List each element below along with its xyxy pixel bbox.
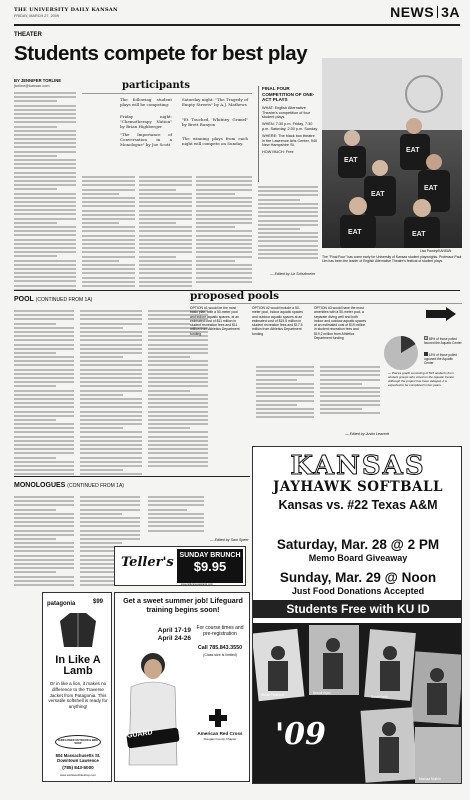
svg-text:EAT: EAT [412, 231, 426, 238]
year-logo: '09 [275, 717, 326, 752]
monologues-col-1 [14, 496, 74, 588]
summer-phone[interactable]: Call 785.843.3550 [197, 645, 243, 651]
players-collage [253, 623, 462, 784]
byline-email: jtorline@kansan.com [14, 84, 50, 88]
red-cross-sub: Douglas County Chapter [203, 737, 237, 741]
lamb-text: Or in like a lion, it makes no difference to the Traverse Jacket from Patagonia. This versatile softshell is ready for anything! [48, 681, 108, 710]
header-rule [14, 24, 460, 26]
pool-col-5 [320, 366, 380, 416]
pool-editor: — Edited by Justin Leavertt [345, 432, 389, 436]
participants-box [82, 80, 252, 174]
theater-col-5 [258, 186, 318, 261]
sunflower-logo [55, 735, 101, 749]
participant-entry-6: The winning plays from each night will compete on Sunday. [182, 136, 248, 146]
brunch-title: SUNDAY BRUNCH [179, 552, 241, 559]
participants-title: participants [122, 80, 191, 91]
theater-editor: — Edited by Liz Schultmeier [270, 272, 316, 276]
theater-kicker: THEATER [14, 32, 42, 38]
theater-col-1 [14, 92, 76, 293]
lifeguard-photo [121, 647, 185, 767]
byline: BY JENNIFER TORLINE [14, 78, 62, 83]
saturday-promo: Memo Board Giveaway [308, 553, 408, 563]
svg-text:EAT: EAT [344, 157, 358, 164]
participant-entry-4: Saturday night: "The Tragedy of Empty Streets" by A.J. Mathews [182, 97, 248, 107]
photo-credit: Lisa Poovey/KANSAN [420, 249, 452, 253]
masthead: THE UNIVERSITY DAILY KANSAN [14, 7, 118, 13]
red-cross-name: American Red Cross [197, 731, 243, 736]
pool-continued: (CONTINUED FROM 1A) [35, 297, 93, 303]
matchup: Kansas vs. #22 Texas A&M [278, 498, 438, 512]
final-info-what: WHAT: English Alternative Theatre's competition of four student plays [262, 105, 310, 120]
sunday-brunch-ad[interactable] [114, 546, 246, 586]
sunday-promo: Just Food Donations Accepted [291, 586, 425, 596]
photo-caption: The "Final Four" has come early for University of Kansas student playwrights. Professor Paul Lim has been the leader of English Alternative Theatre's festival of student plays. [322, 255, 462, 264]
pool-option-1: OPTION #1 would be the most basic plan, with a 50-meter pool and indoor aquatic spaces, at an estimated cost of $11 million in student recreation fees and $11 million from Athletics Department funding [190, 306, 240, 336]
svg-text:EAT: EAT [406, 147, 420, 154]
final-info-cost: HOW MUCH: Free [262, 150, 294, 155]
brunch-url[interactable]: www.tellersrestaurante.com [181, 583, 213, 586]
patagonia-ad[interactable] [42, 592, 112, 782]
softball-ad[interactable] [252, 446, 462, 784]
sunflower-phone[interactable]: (785) 843-5000 [62, 765, 94, 770]
player-name-4: Marissa Murkin [419, 777, 441, 781]
pool-option-3: OPTION #3 would have the most amenities with a 50-meter pool, a separate diving well and both indoor and outdoor aquatic spaces at an estimated cost of $19 million in student recreation fees and $19.2 million from Athletics Department funding [314, 306, 367, 341]
pool-col-4 [256, 366, 314, 420]
patagonia-logo: patagonia [47, 601, 76, 607]
svg-text:EAT: EAT [348, 229, 362, 236]
player-name-2: Brandi Ryan [313, 691, 331, 695]
students-photo [322, 58, 462, 248]
patagonia-price: $99 [93, 599, 104, 605]
lifeguard-ad[interactable] [114, 592, 250, 782]
pool-col-1 [14, 310, 74, 478]
pool-option-2: OPTION #2 would include a 50-meter pool, indoor aquatic spaces and outdoor aquatic spaces at an estimated cost of $19.5 million in student recreation fees and $17.5 million from Athletics Department funding [252, 306, 303, 336]
summer-dates: April 17-19 April 24-26 [157, 627, 191, 642]
pool-title: POOL [14, 296, 34, 303]
pool-col-2 [80, 310, 142, 478]
sunflower-url[interactable]: www.sunflowerbikeshop.com [60, 773, 96, 777]
monologues-editor: — Edited by Sam Speer [210, 538, 249, 542]
pool-header [14, 296, 92, 303]
participant-entry-3: "The Importance of Conversation in a Monologue" by Joe Scott [120, 132, 172, 147]
jayhawk-softball: JAYHAWK SOFTBALL [273, 479, 443, 495]
player-name-3: Sarah Seidl [371, 695, 388, 699]
pie-legend-opposed: 15% of those polled opposed the Aquatic Center [424, 353, 457, 365]
summer-title: Get a sweet summer job! Lifeguard training begins soon! [123, 596, 243, 614]
issue-date: FRIDAY, MARCH 27, 2009 [14, 14, 60, 18]
proposed-pools-title: proposed pools [190, 290, 280, 302]
summer-course: For course times and pre-registration [196, 625, 244, 637]
guard-text: GUARD [126, 729, 154, 740]
sunflower-name: SUNFLOWER OUTDOOR & BIKE SHOP [57, 739, 99, 745]
participant-entry-1: The following student plays will be competing: [120, 97, 172, 107]
kansas-title: KANSAS [290, 451, 426, 481]
page-number: 3A [441, 4, 460, 20]
monologues-header [14, 482, 124, 489]
final-info-when: WHEN: 7:30 p.m. Friday, 7:30 p.m. Saturday, 2:30 p.m. Sunday [262, 122, 318, 131]
students-free: Students Free with KU ID [253, 600, 462, 618]
monologues-continued: (CONTINUED FROM 1A) [67, 483, 124, 489]
participant-entry-2: Friday night: "Chemotherapy Nation" by Brian Highberger [120, 114, 172, 129]
participant-entry-5: "Et Touched, Whitney Grimel" by Brett Runyon [182, 117, 248, 127]
theater-col-4 [196, 176, 252, 285]
brunch-price: $9.95 [193, 559, 227, 574]
theater-headline: Students compete for best play [14, 42, 308, 65]
section-name: NEWS [390, 4, 435, 20]
section-label [390, 4, 460, 20]
section-rule-monologues [14, 476, 250, 477]
sunflower-address: 804 Massachusetts St. Downtown Lawrence [55, 753, 101, 764]
pie-caption: — Pieces graph consisting of 523 students from student groups who voted on the Aquatic Center. Although the project has been delayed, it is expected to be completed in two years. [388, 371, 455, 387]
jacket-image [58, 611, 98, 649]
tellers-logo: Teller's [121, 555, 174, 570]
theater-col-3 [139, 176, 192, 289]
schedule-band [253, 515, 462, 621]
final-four-title: FINAL FOUR COMPETITION OF ONE-ACT PLAYS [262, 86, 315, 103]
theater-col-2 [82, 176, 135, 289]
svg-text:EAT: EAT [371, 191, 385, 198]
sunday-game: Sunday, Mar. 29 @ Noon [279, 570, 437, 585]
monologues-col-3 [148, 496, 204, 534]
monologues-title: MONOLOGUES [14, 482, 66, 489]
page-header [14, 4, 460, 24]
pie-legend-favored: 85% of those polled favored the Aquatic Center [424, 337, 462, 345]
final-four-box [258, 86, 318, 182]
svg-text:EAT: EAT [424, 185, 438, 192]
lamb-title: In Like A Lamb [55, 654, 101, 677]
summer-limit: (Class size is limited) [203, 653, 237, 657]
brunch-block [177, 549, 243, 583]
red-cross-icon [209, 709, 227, 727]
final-info-where: WHERE: The black box theatre in the Lawrence Arts Center, 940 New Hampshire St. [262, 133, 318, 148]
saturday-game: Saturday, Mar. 28 @ 2 PM [276, 537, 440, 552]
player-name-1: Nicole Pentecuff [261, 693, 285, 697]
pool-arrow-icon [426, 307, 456, 321]
